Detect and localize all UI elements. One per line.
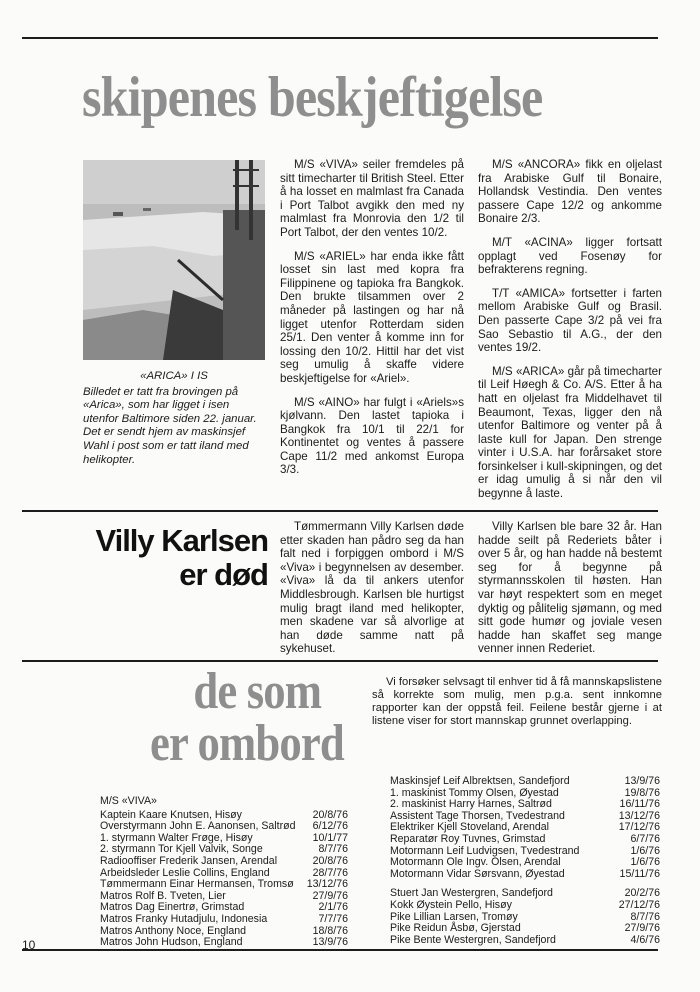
crew-member-date: 8/7/76 — [630, 910, 660, 923]
crew-member-name: Stuert Jan Westergren, Sandefjord — [390, 887, 553, 900]
article-paragraph: M/S «VIVA» seiler fremdeles på sitt timecharter til British Steel. Etter å ha losset en malmlast fra Canada i Port Talbot avgikk den med ny malmlast fra Monrovia den 1/2 til Port Talbot, der den ventes 10/2. — [280, 158, 464, 239]
obituary-column-3 — [478, 520, 662, 666]
crew-member-name: Overstyrmann John E. Aanonsen, Saltrød — [100, 820, 296, 833]
crew-member-name: Tømmermann Einar Hermansen, Tromsø — [100, 878, 294, 891]
crew-member-date: 4/6/76 — [630, 933, 660, 946]
ship-name: M/S «VIVA» — [100, 795, 157, 807]
article-paragraph: M/T «ACINA» ligger fortsatt opplagt ved Fosenøy for befrakterens regning. — [478, 235, 662, 277]
article-paragraph: M/S «AINO» har fulgt i «Ariels»s kjølvann. Den lastet tapioka i Bangkok fra 10/1 til 22/1 for Kontinentet og ventes å passere Cape 11/2 med ankomst Europa 3/3. — [280, 395, 464, 477]
obituary-heading-line1: Villy Karlsen — [95, 523, 268, 558]
ship-news-column-3 — [478, 158, 662, 511]
crew-row — [390, 834, 660, 846]
crew-member-date: 1/6/76 — [630, 844, 660, 857]
crew-member-date: 19/8/76 — [624, 786, 660, 799]
crew-member-date: 13/12/76 — [306, 878, 348, 891]
photo-caption-title: «ARICA» I IS — [140, 370, 208, 382]
crew-member-name: Assistent Tage Thorsen, Tvedestrand — [390, 809, 565, 822]
crew-row — [390, 935, 660, 947]
crew-row — [100, 856, 348, 868]
crew-member-date: 27/9/76 — [312, 889, 348, 902]
crew-section-heading — [150, 663, 344, 772]
crew-member-date: 15/11/76 — [619, 867, 660, 880]
crew-member-name: Kaptein Kaare Knutsen, Hisøy — [100, 808, 242, 821]
crew-member-name: Matros Dag Einertrø, Grimstad — [100, 901, 245, 914]
crew-member-name: Pike Bente Westergren, Sandefjord — [390, 933, 556, 946]
crew-member-date: 2/1/76 — [318, 901, 348, 914]
crew-member-date: 13/9/76 — [312, 936, 348, 949]
crew-row — [390, 776, 660, 788]
bottom-rule — [22, 949, 658, 951]
crew-member-name: Matros Franky Hutadjulu, Indonesia — [100, 912, 268, 925]
crew-member-name: 1. maskinist Tommy Olsen, Øyestad — [390, 786, 559, 799]
crew-list-left — [100, 796, 348, 949]
crew-intro-text: Vi forsøker selvsagt til enhver tid å få mannskapslistene så korrekte som mulig, men p.g.a. sent innkomne rapporter kan der oppstå feil. Feilene består gjerne i at listene viser for stort mannskap grunnet overlapping. — [372, 676, 662, 727]
obituary-heading-line2: er død — [179, 557, 268, 592]
crew-member-name: 2. maskinist Harry Harnes, Saltrød — [390, 798, 552, 811]
obituary-heading — [28, 524, 268, 592]
ship-in-ice-photo — [83, 160, 265, 360]
crew-member-date: 13/12/76 — [618, 809, 660, 822]
crew-list-right — [390, 776, 660, 946]
crew-row — [390, 900, 660, 912]
crew-member-date: 16/11/76 — [619, 798, 660, 811]
crew-heading-line1: de som — [193, 663, 322, 720]
article-paragraph: M/S «ARICA» går på timecharter til Leif Høegh & Co. A/S. Etter å ha hatt en oljelast fra Middelhavet til Beaumont, Texas, ligger den nå utenfor Baltimore og venter på å laste kull for Japan. Den strenge vinter i U.S.A. har forårsaket store forsinkelser i kull-skipningen, og det er idag umulig å si når den vil begynne å laste. — [478, 364, 662, 501]
crew-member-name: Motormann Ole Ingv. Olsen, Arendal — [390, 856, 561, 869]
crew-member-name: Matros Anthony Noce, England — [100, 924, 247, 937]
obituary-column-2 — [280, 520, 464, 666]
crew-member-name: Pike Reidun Åsbø, Gjerstad — [390, 922, 521, 935]
ship-news-column-2 — [280, 158, 464, 487]
crew-member-date: 10/1/77 — [312, 831, 348, 844]
crew-member-name: Motormann Leif Ludvigsen, Tvedestrand — [390, 844, 580, 857]
crew-row — [390, 869, 660, 881]
section-heading-ship-employment: skipenes beskjeftigelse — [82, 66, 543, 129]
obituary-paragraph: Tømmermann Villy Karlsen døde etter skaden han pådro seg da han falt ned i forpiggen ombord i M/S «Viva» i begynnelsen av desember. «Viva» lå da til ankers utenfor Middlesbrough. Karlsen ble hurtigst mulig bragt iland med helikopter, men skadene var så alvorlige at han døde samme natt på sykehuset. — [280, 520, 464, 656]
crew-member-name: Arbeidsleder Leslie Collins, England — [100, 866, 270, 879]
crew-member-name: 1. styrmann Walter Frøge, Hisøy — [100, 831, 253, 844]
photo-caption — [83, 370, 265, 467]
crew-member-date: 1/6/76 — [630, 856, 660, 869]
crew-member-date: 8/7/76 — [318, 843, 348, 856]
crew-member-date: 13/9/76 — [624, 775, 660, 787]
crew-heading-line2: er ombord — [150, 715, 344, 772]
crew-member-date: 6/7/76 — [630, 832, 660, 845]
crew-row — [390, 923, 660, 935]
obituary-rule — [22, 510, 658, 512]
crew-member-date: 20/8/76 — [312, 854, 348, 867]
crew-member-name: Reparatør Roy Tuvnes, Grimstad — [390, 832, 546, 845]
crew-member-date: 17/12/76 — [618, 821, 660, 834]
crew-member-name: Motormann Vidar Sørsvann, Øyestad — [390, 867, 565, 880]
article-paragraph: M/S «ANCORA» fikk en oljelast fra Arabiske Gulf til Bonaire, Hollandsk Vestindia. Den ventes passere Cape 12/2 og ankomme Bonaire 2/3. — [478, 158, 662, 226]
crew-member-name: Elektriker Kjell Stoveland, Arendal — [390, 821, 549, 834]
crew-member-date: 27/12/76 — [618, 898, 660, 911]
crew-member-name: Pike Lillian Larsen, Tromøy — [390, 910, 518, 923]
page-number: 10 — [22, 938, 36, 952]
crew-member-name: Matros Rolf B. Tveten, Lier — [100, 889, 226, 902]
crew-member-date: 20/2/76 — [624, 887, 660, 900]
crew-member-date: 7/7/76 — [318, 912, 348, 925]
crew-member-name: Kokk Øystein Pello, Hisøy — [390, 898, 512, 911]
crew-row — [100, 937, 348, 949]
photo-caption-text: Billedet er tatt fra brovingen på «Arica», som har ligget i isen utenfor Baltimore siden 22. januar. Det er sendt hjem av maskinsjef Wahl i post som er tatt iland med helikopter. — [83, 385, 257, 466]
crew-row — [100, 879, 348, 891]
crew-member-date: 28/7/76 — [312, 866, 348, 879]
article-paragraph: M/S «ARIEL» har enda ikke fått losset sin last med kopra fra Filippinene og tapioka fra Bangkok. Den brukte tilsammen over 2 måneder på lastingen og har nå ligget utenfor Rotterdam siden 25/1. Den venter å komme inn for lossing den 10/2. Hittil har det vist seg umulig å skaffe videre beskjeftigelse for «Ariel». — [280, 249, 464, 385]
obituary-paragraph: Villy Karlsen ble bare 32 år. Han hadde seilt på Rederiets båter i over 5 år, og han hadde nå bestemt seg for å begynne på styrmannsskolen til høsten. Han var høyt respektert som en meget dyktig og pålitelig sjømann, og med sitt gode humør og joviale vesen hadde han skaffet seg mange venner innen Rederiet. — [478, 520, 662, 656]
crew-row — [390, 857, 660, 869]
crew-member-name: Radiooffiser Frederik Jansen, Arendal — [100, 854, 278, 867]
crew-member-date: 6/12/76 — [312, 820, 348, 833]
crew-row — [100, 914, 348, 926]
crew-member-name: 2. styrmann Tor Kjell Valvik, Songe — [100, 843, 263, 856]
crew-rule — [22, 660, 658, 662]
crew-member-date: 27/9/76 — [624, 922, 660, 935]
top-rule — [22, 37, 658, 39]
crew-member-date: 18/8/76 — [312, 924, 348, 937]
article-paragraph: T/T «AMICA» fortsetter i farten mellom Arabiske Gulf og Brasil. Den passerte Cape 3/2 på vei fra Sao Sebastio til A.G., der den ventes 19/2. — [478, 286, 662, 355]
crew-member-name: Maskinsjef Leif Albrektsen, Sandefjord — [390, 775, 570, 787]
crew-member-name: Matros John Hudson, England — [100, 936, 243, 949]
crew-member-date: 20/8/76 — [312, 808, 348, 821]
crew-intro — [372, 676, 662, 738]
